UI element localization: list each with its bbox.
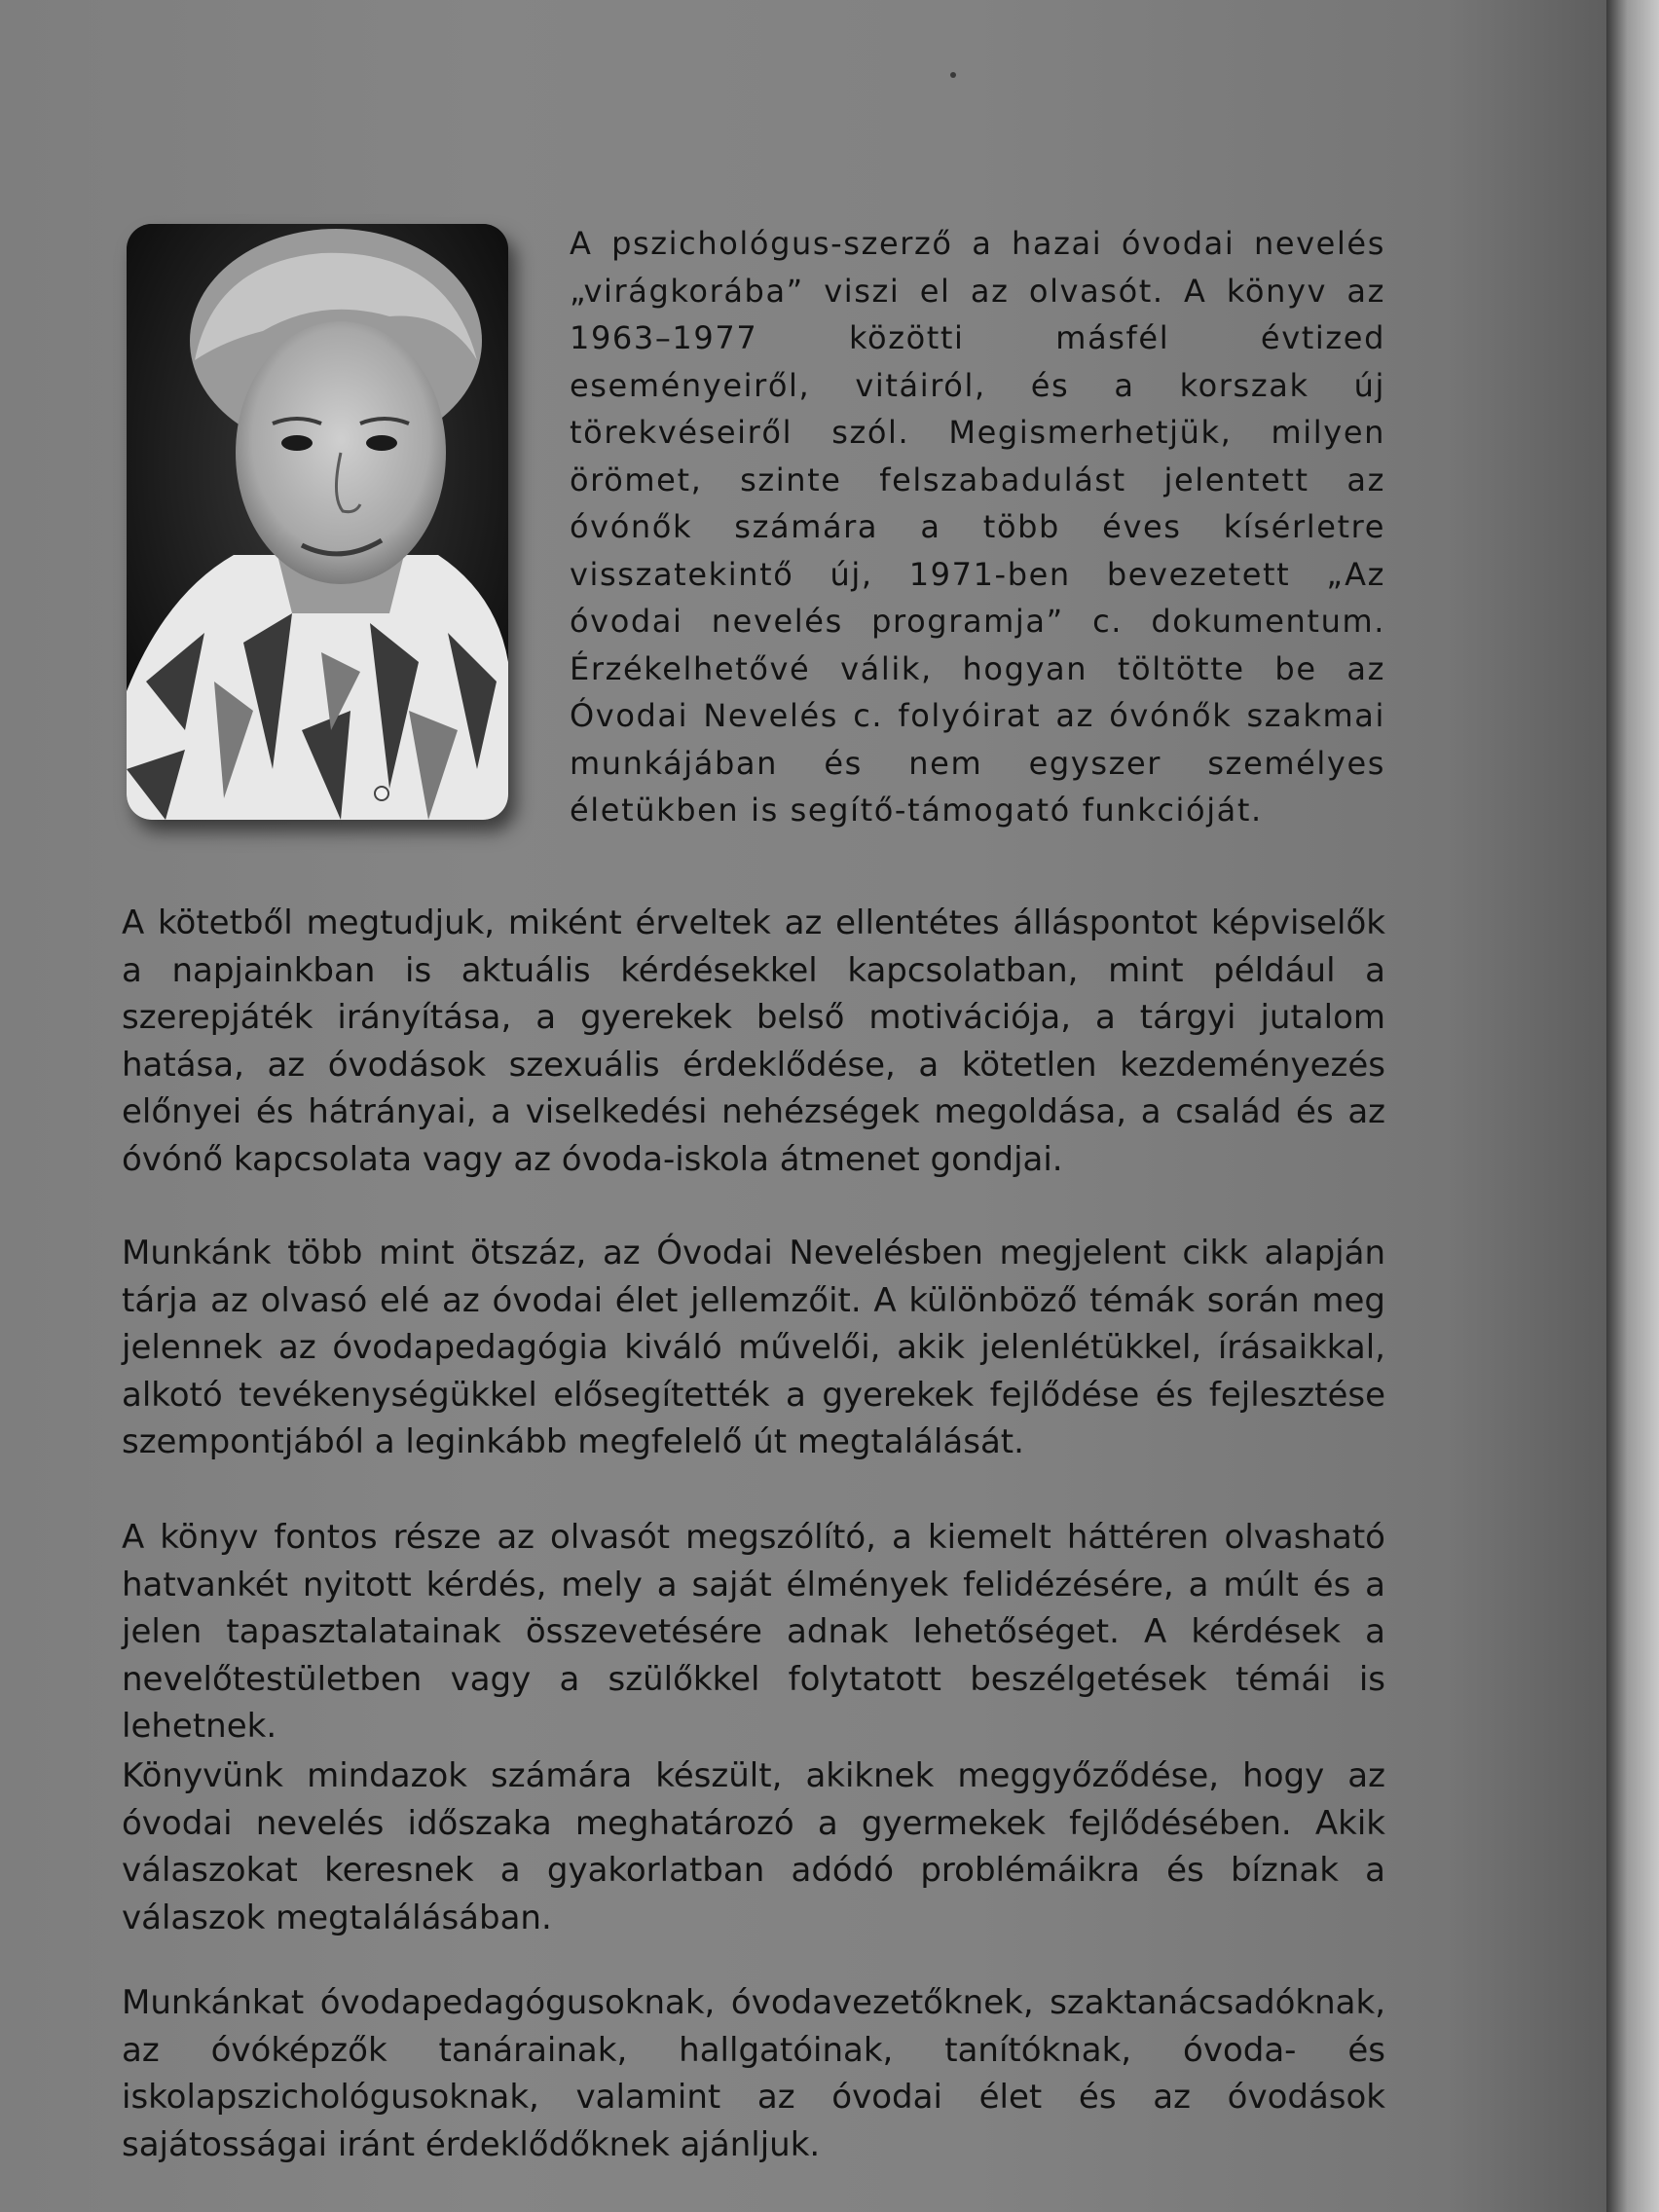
author-portrait (127, 224, 508, 820)
author-portrait-image (127, 224, 508, 820)
paragraph-5: Munkánkat óvodapedagógusoknak, óvodavezetőknek, szaktanácsadóknak, az óvóképzők tanárainak, hallgatóinak, tanítóknak, óvoda- és iskolapszichológusoknak, valamint az óvodai élet és az óvodások sajátosságai iránt érdeklődőknek ajánljuk. (122, 1983, 1385, 2164)
paragraph-2: Munkánk több mint ötszáz, az Óvodai Nevelésben megjelent cikk alapján tárja az olvasó elé az óvodai élet jellemzőit. A különböző témák során meg jelennek az óvodapedagógia kiváló művelői, akik jelenlétükkel, írásaikkal, alkotó tevékenységükkel elősegítették a gyerekek fejlődése és fejlesztése szempontjából a leginkább megfelelő út megtalálását. (122, 1234, 1385, 1461)
paragraph-4: Könyvünk mindazok számára készült, akiknek meggyőződése, hogy az óvodai nevelés időszaka meghatározó a gyermekek fejlődésében. Akik válaszokat keresnek a gyakorlatban adódó problémáikra és bíznak a válaszok megtalálásában. (122, 1756, 1385, 1937)
print-speck (950, 72, 956, 78)
paragraph-1: A kötetből megtudjuk, miként érveltek az ellentétes álláspontot képviselők a napjainkban is aktuális kérdésekkel kapcsolatban, mint például a szerepjáték irányítása, a gyerekek belső motivációja, a tárgyi jutalom hatása, az óvodások szexuális érdeklődése, a kötetlen kezdeményezés előnyei és hátrányai, a viselkedési nehézségek megoldása, a család és az óvónő kapcsolata vagy az óvoda-iskola átmenet gondjai. (122, 903, 1385, 1179)
paragraph-3: A könyv fontos része az olvasót megszólító, a kiemelt háttéren olvasható hatvankét nyitott kérdés, mely a saját élmények felidézésére, a múlt és a jelen tapasztalatainak összevetésére adnak lehetőséget. A kérdések a nevelőtestületben vagy a szülőkkel folytatott beszélgetések témái is lehetnek. (122, 1518, 1385, 1746)
book-spine-edge (1606, 0, 1659, 2212)
intro-text: A pszichológus-szerző a hazai óvodai nevelés „virágkorába” viszi el az olvasót. A könyv az 1963–1977 közötti másfél évtized eseményeiről, vitáiról, és a korszak új törekvéseiről szól. Megismerhetjük, milyen örömet, szinte felszabadulást jelentett az óvónők számára a több éves kísérletre visszatekintő új, 1971-ben bevezetett „Az óvodai nevelés programja” c. dokumentum. Érzékelhetővé válik, hogyan töltötte be az Óvodai Nevelés c. folyóirat az óvónők szakmai munkájában és nem egyszer személyes életükben is segítő-támogató funkcióját. (570, 225, 1385, 829)
